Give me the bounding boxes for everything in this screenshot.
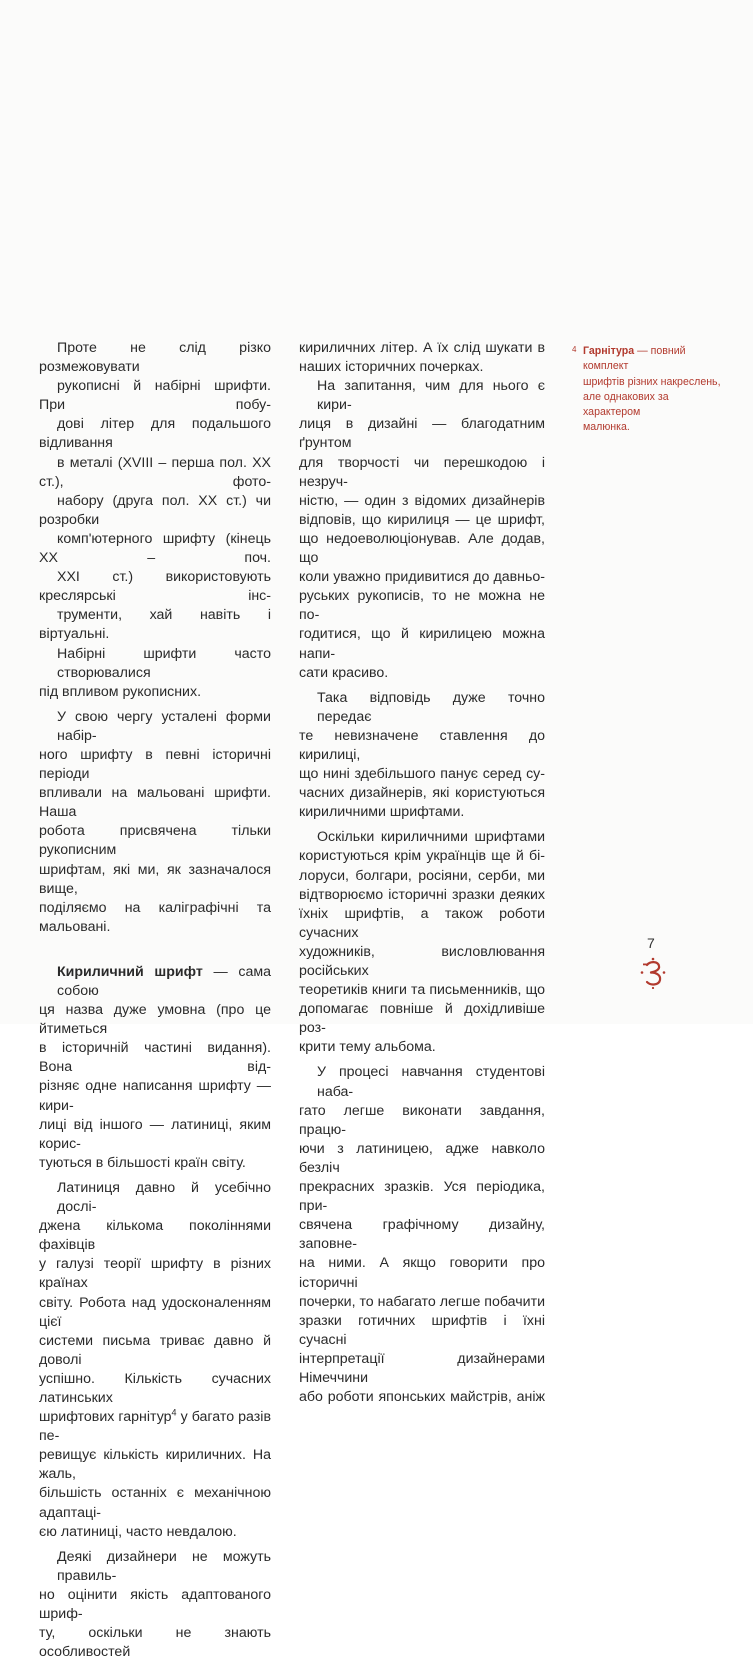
left-text-column — [39, 339, 271, 1662]
paragraph — [39, 1179, 271, 1542]
footnote-first-line — [583, 345, 686, 372]
text-fragment: — повний комплект — [583, 345, 686, 373]
text-line: рукописні й набірні шрифти. При побу- — [39, 378, 271, 414]
text-line: теоретиків книги та письменників, що — [299, 982, 545, 999]
footnote-term: Гарнітура — [583, 345, 635, 357]
text-line — [39, 963, 271, 1001]
text-line — [39, 1408, 271, 1446]
text-line: годитися, що й кирилицею можна напи- — [299, 626, 545, 662]
text-line: що нині здебільшого панує серед су- — [299, 766, 545, 783]
paragraph — [39, 339, 271, 645]
text-line: робота присвячена тільки рукописним — [39, 823, 271, 859]
text-line: свячена графічному дизайну, заповне- — [299, 1217, 545, 1253]
text-line: Оскільки кириличними шрифтами — [317, 829, 545, 846]
text-line: У процесі навчання студентові наба- — [317, 1064, 545, 1100]
text-line: ревищує кількість кириличних. На жаль, — [39, 1447, 271, 1483]
text-line: впливали на мальовані шрифти. Наша — [39, 785, 271, 821]
text-line: ного шрифту в певні історичні періоди — [39, 746, 271, 783]
text-line: дові літер для подальшого відливання — [39, 416, 271, 452]
text-line: туються в більшості країн світу. — [39, 1154, 246, 1171]
text-line: На запитання, чим для нього є кири- — [317, 378, 545, 414]
text-line: крити тему альбома. — [299, 1039, 436, 1056]
text-line: відповів, що кирилиця — це шрифт, — [299, 511, 545, 528]
text-line: джена кількома поколіннями фахівців — [39, 1218, 271, 1254]
text-line: інтерпретації дизайнерами Німеччини — [299, 1350, 545, 1386]
text-line: прекрасних зразків. Уся періодика, при- — [299, 1179, 545, 1215]
text-line: на ними. А якщо говорити про історичні — [299, 1255, 545, 1291]
text-line: У свою чергу усталені форми набір- — [57, 708, 271, 744]
paragraph — [299, 377, 545, 683]
text-line: ючи з латиницею, адже навколо безліч — [299, 1140, 545, 1176]
text-line: світу. Робота над удосконаленням цієї — [39, 1294, 271, 1330]
text-line: часних дизайнерів, які користуються — [299, 785, 545, 802]
text-line: більшість останніх є механічною адаптаці- — [39, 1485, 271, 1521]
text-line: або роботи японських майстрів, аніж — [299, 1389, 545, 1406]
text-line: Деякі дизайнери не можуть правиль- — [57, 1548, 271, 1584]
text-line: ту, оскільки не знають особливостей — [39, 1625, 271, 1661]
text-line: відтворюємо історичні зразки деяких — [299, 886, 545, 903]
text-line: комп'ютерного шрифту (кінець XX – поч. — [39, 530, 271, 567]
text-line: кириличними шрифтами. — [299, 804, 465, 821]
text-line: руських рукописів, то не можна не по- — [299, 588, 545, 624]
text-line: користуються крім українців ще й бі- — [299, 848, 545, 865]
term-kyrylychnyi-shryft: Кириличний шрифт — [57, 963, 203, 980]
text-line: Така відповідь дуже точно передає — [317, 689, 545, 725]
text-line: успішно. Кількість сучасних латинських — [39, 1370, 271, 1406]
text-line: XXI ст.) використовують креслярські інс- — [39, 569, 271, 605]
text-line: їхніх шрифтів, а також роботи сучасних — [299, 905, 545, 941]
text-line: у галузі теорії шрифту в різних країнах — [39, 1256, 271, 1292]
footnote-body — [572, 344, 722, 436]
paragraph — [39, 645, 271, 702]
text-line: лоруси, болгари, росіяни, серби, ми — [299, 867, 545, 884]
text-line: ця назва дуже умовна (про це йтиметься — [39, 1002, 271, 1038]
text-line: почерки, то набагато легше побачити — [299, 1293, 545, 1310]
text-line: для творчості чи перешкодою і незруч- — [299, 454, 545, 490]
text-line: трументи, хай навіть і віртуальні. — [39, 607, 271, 643]
text-line: Латиниця давно й усебічно дослі- — [57, 1179, 271, 1216]
paragraph — [299, 828, 545, 1057]
text-line: лиці від іншого — латиниці, яким корис- — [39, 1116, 271, 1152]
text-line: під впливом рукописних. — [39, 683, 202, 700]
text-line: єю латиниці, часто невдалою. — [39, 1523, 237, 1540]
text-line: наших історичних почерках. — [299, 359, 484, 376]
paragraph — [39, 708, 271, 937]
text-line: різняє одне написання шрифту — кири- — [39, 1078, 271, 1114]
text-line: ністю, — один з відомих дизайнерів — [299, 492, 545, 509]
text-line: зразки готичних шрифтів і їхні сучасні — [299, 1312, 545, 1348]
text-fragment: шрифтових гарнітур — [39, 1409, 172, 1426]
text-line: но оцінити якість адаптованого шриф- — [39, 1586, 271, 1622]
page-number: 7 — [647, 935, 655, 951]
text-line: сати красиво. — [299, 664, 389, 681]
text-line: системи письма триває давно й доволі — [39, 1332, 271, 1368]
text-line: коли уважно придивитися до давньо- — [299, 569, 545, 586]
paragraph — [299, 1063, 545, 1407]
footnote-line: але однакових за характером — [583, 390, 669, 419]
paragraph — [39, 963, 271, 1173]
text-line: що недоеволюціонував. Але додав, що — [299, 530, 545, 567]
paragraph — [39, 1548, 271, 1662]
middle-text-column — [299, 339, 545, 1407]
text-line: те невизначене ставлення до кирилиці, — [299, 727, 545, 763]
text-line: в історичній частині видання). Вона від- — [39, 1040, 271, 1076]
footnote-reference[interactable]: 4 — [171, 1407, 177, 1418]
text-line: Набірні шрифти часто створювалися — [57, 645, 271, 681]
footnote — [572, 344, 722, 436]
footnote-line: малюнка. — [583, 421, 630, 434]
ornamental-letter-z-logo-icon — [638, 957, 668, 989]
text-line: кириличних літер. А їх слід шукати в — [299, 340, 545, 356]
text-line: гато легше виконати завдання, працю- — [299, 1102, 545, 1138]
footnote-line: шрифтів різних накреслень, — [583, 375, 721, 388]
text-line: шрифтам, які ми, як зазначалося вище, — [39, 861, 271, 897]
footnote-number: 4 — [572, 345, 577, 354]
text-fragment: у багато разів пе- — [39, 1409, 271, 1445]
text-line: художників, висловлювання російських — [299, 943, 545, 979]
paragraph — [299, 689, 545, 823]
text-line: лиця в дизайні — благодатним ґрунтом — [299, 416, 545, 452]
text-line: в металі (XVIII – перша пол. XX ст.), фото- — [39, 454, 271, 490]
text-line: набору (друга пол. XX ст.) чи розробки — [39, 492, 271, 528]
text-fragment: — сама собою — [57, 963, 271, 999]
paragraph — [299, 339, 545, 377]
text-line: Проте не слід різко розмежовувати — [39, 340, 271, 376]
text-line: допомагає повніше й дохідливіше роз- — [299, 1001, 545, 1037]
text-line: поділяємо на каліграфічні та мальовані. — [39, 899, 271, 935]
